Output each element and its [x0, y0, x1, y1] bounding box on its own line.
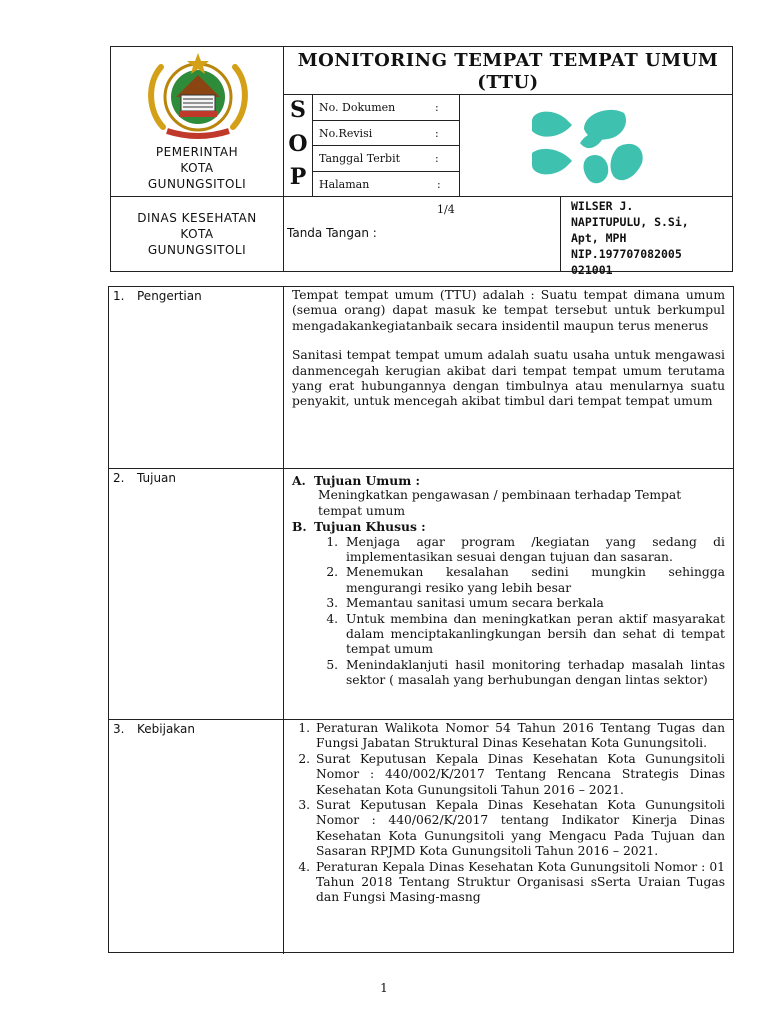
agency-line-1: DINAS KESEHATAN: [137, 211, 257, 225]
field-tanggal-terbit: [313, 146, 459, 172]
kebijakan-list: [292, 721, 725, 906]
field-label: Tanggal Terbit: [319, 152, 401, 165]
section-number: 1.: [113, 289, 125, 303]
signatory-line-5: 021001: [571, 263, 613, 277]
agency-line-3: GUNUNGSITOLI: [147, 243, 247, 257]
pengertian-paragraph-1: Tempat tempat umum (TTU) adalah : Suatu tempat dimana umum (semua orang) dapat masuk ke tempat tersebut untuk berkumpul mengadakankegiatanbaik secara insidentil maupun terus menerus: [292, 288, 725, 333]
agency-line-2: KOTA: [180, 227, 214, 241]
section-label: Kebijakan: [137, 722, 195, 736]
list-item: 3. Memantau sanitasi umum secara berkala: [342, 596, 725, 611]
title-cell: [283, 46, 733, 95]
section-label: Pengertian: [137, 289, 202, 303]
field-halaman: [313, 172, 459, 216]
list-item: 5. Menindaklanjuti hasil monitoring terhadap masalah lintas sektor ( masalah yang berhubungan dengan lintas sektor): [342, 658, 725, 689]
sop-letter-p: P: [289, 164, 307, 190]
signature-label: Tanda Tangan :: [287, 226, 377, 240]
field-value: :: [435, 152, 439, 165]
tujuan-khusus-heading: B. Tujuan Khusus :: [292, 519, 426, 535]
list-item: 2. Menemukan kesalahan sedini mungkin sehingga mengurangi resiko yang lebih besar: [342, 565, 725, 596]
page-number: 1: [380, 981, 388, 995]
section-number: 2.: [113, 471, 125, 485]
list-item: 3. Surat Keputusan Kepala Dinas Kesehatan Kota Gunungsitoli Nomor : 440/062/K/2017 tentang Indikator Kinerja Dinas Kesehatan Kota Gunungsitoli yang Mengacu Pada Tujuan dan Sasaran RPJMD Kota Gunungsitoli Tahun 2016 – 2021.: [314, 798, 725, 860]
sop-content-table: [108, 286, 734, 953]
tujuan-umum-heading: A. Tujuan Umum :: [292, 473, 421, 488]
list-item: 4. Untuk membina dan meningkatkan peran aktif masyarakat dalam menciptakanlingkungan bersih dan sehat di tempat tempat umum: [342, 612, 725, 658]
agency-cell: [110, 196, 284, 272]
section-label: Tujuan: [137, 471, 177, 485]
signatory-line-4: NIP.197707082005: [571, 247, 682, 261]
sop-letter-o: O: [288, 130, 308, 157]
section-pengertian: [109, 287, 733, 469]
field-value: :: [435, 126, 439, 140]
signature-cell: [283, 196, 561, 272]
field-value: : 1/4: [437, 177, 455, 216]
tujuan-khusus-list: [292, 535, 725, 689]
ministry-health-logo-icon: [518, 101, 658, 191]
signatory-line-3: Apt, MPH: [571, 231, 627, 245]
field-label: Halaman: [319, 177, 370, 191]
tujuan-umum-text: Meningkatkan pengawasan / pembinaan terhadap Tempat tempat umum: [318, 488, 682, 518]
signatory-line-1: WILSER J.: [571, 199, 634, 213]
list-item: 1. Peraturan Walikota Nomor 54 Tahun 2016 Tentang Tugas dan Fungsi Jabatan Struktural Dinas Kesehatan Kota Gunungsitoli.: [314, 721, 725, 752]
government-line-3: GUNUNGSITOLI: [147, 177, 247, 191]
city-emblem-icon: [143, 49, 253, 141]
section-kebijakan: [109, 720, 733, 954]
field-label: No. Dokumen: [319, 101, 396, 114]
list-item: 4. Peraturan Kepala Dinas Kesehatan Kota Gunungsitoli Nomor : 01 Tahun 2018 Tentang Struktur Organisasi sSerta Uraian Tugas dan Fungsi Masing-masng: [314, 860, 725, 906]
sop-cell: [283, 94, 313, 197]
section-tujuan: [109, 469, 733, 720]
field-no-revisi: [313, 121, 459, 147]
field-no-dokumen: [313, 95, 459, 121]
government-cell: [110, 46, 284, 197]
list-item: 2. Surat Keputusan Kepala Dinas Kesehatan Kota Gunungsitoli Nomor : 440/002/K/2017 Tentang Rencana Strategis Dinas Kesehatan Kota Gunungsitoli Tahun 2016 – 2021.: [314, 752, 725, 798]
document-fields: [312, 94, 460, 216]
list-item: 1. Menjaga agar program /kegiatan yang sedang di implementasikan sesuai dengan tujuan dan sasaran.: [342, 535, 725, 566]
document-title: MONITORING TEMPAT TEMPAT UMUM (TTU): [297, 50, 719, 93]
pengertian-paragraph-2: Sanitasi tempat tempat umum adalah suatu usaha untuk mengawasi danmencegah kerugian akibat dari tempat tempat umum terutama yang erat hubungannya dengan timbulnya atau menularnya suatu penyakit, untuk mencegah akibat timbul dari tempat tempat umum: [292, 348, 725, 409]
signatory-cell: [560, 196, 733, 277]
section-number: 3.: [113, 722, 125, 736]
field-value: :: [435, 101, 439, 114]
field-label: No.Revisi: [319, 126, 373, 140]
sop-letter-s: S: [290, 97, 306, 123]
health-logo-cell: [459, 94, 733, 197]
government-line-2: KOTA: [180, 161, 214, 175]
signatory-line-2: NAPITUPULU, S.Si,: [571, 215, 689, 229]
government-line-1: PEMERINTAH: [155, 145, 239, 159]
